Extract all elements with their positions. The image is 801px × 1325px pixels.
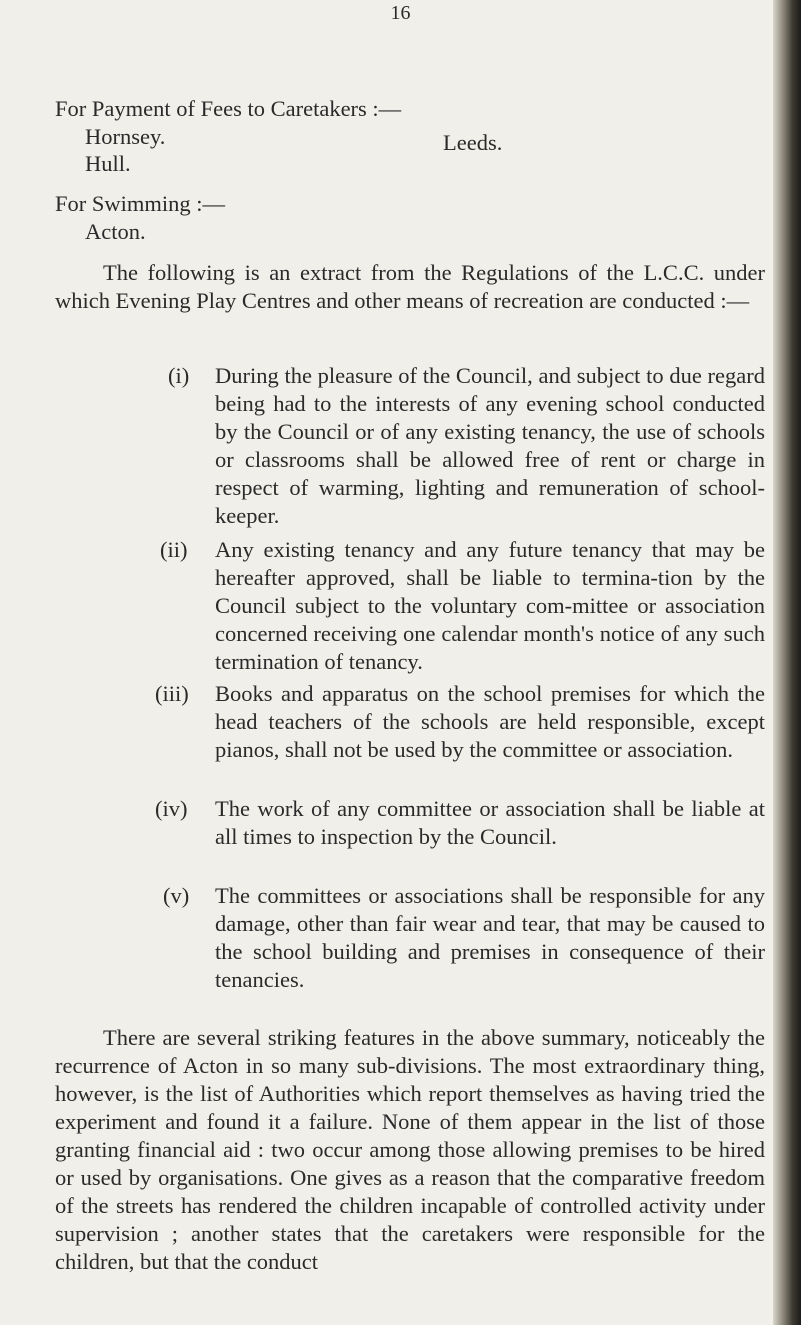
regulation-number: (v) [163, 883, 190, 908]
intro-paragraph: The following is an extract from the Regulations of the L.C.C. under which Evening Play Centres and other means of recreation are conducted :— [55, 260, 765, 313]
regulation-item [215, 680, 765, 764]
regulation-number: (iii) [155, 681, 189, 706]
regulation-number: (iv) [155, 796, 188, 821]
regulation-text: Any existing tenancy and any future tenancy that may be hereafter approved, shall be liable to termina-tion by the Council subject to the voluntary com-mittee or association concerned receiving one calendar month's notice of any such termination of tenancy. [215, 537, 765, 674]
closing-paragraph: There are several striking features in the above summary, noticeably the recurrence of Acton in so many sub-divisions. The most extraordinary thing, however, is the list of Authorities which report themselves as having tried the experiment and found it a failure. None of them appear in the list of those granting financial aid : two occur among those allowing premises to be hired or used by organisations. One gives as a reason that the comparative freedom of the streets has rendered the children incapable of controlled activity under supervision ; another states that the caretakers were responsible for the children, but that the conduct [55, 1025, 765, 1274]
page-number: 16 [390, 2, 411, 24]
page-edge-shadow [773, 0, 801, 1325]
regulation-item [215, 362, 765, 530]
place-acton: Acton. [85, 219, 146, 244]
fees-heading: For Payment of Fees to Caretakers :— [55, 96, 402, 121]
place-hornsey: Hornsey. [85, 124, 166, 149]
regulation-item [215, 536, 765, 676]
regulation-text: Books and apparatus on the school premises for which the head teachers of the schools are held responsible, except pianos, shall not be used by the committee or association. [215, 681, 765, 762]
regulation-text: The committees or associations shall be responsible for any damage, other than fair wear and tear, that may be caused to the school building and premises in consequence of their tenancies. [215, 883, 765, 992]
regulation-number: (i) [168, 363, 190, 388]
regulation-item [215, 882, 765, 994]
regulation-number: (ii) [160, 537, 188, 562]
swimming-heading: For Swimming :— [55, 191, 226, 216]
regulation-text: The work of any committee or association shall be liable at all times to inspection by the Council. [215, 796, 765, 849]
place-leeds: Leeds. [443, 130, 503, 155]
regulation-item [215, 795, 765, 851]
regulation-text: During the pleasure of the Council, and subject to due regard being had to the interests of any evening school conducted by the Council or of any existing tenancy, the use of schools or classrooms shall be allowed free of rent or charge in respect of warming, lighting and remuneration of school-keeper. [215, 363, 765, 528]
place-hull: Hull. [85, 151, 131, 176]
